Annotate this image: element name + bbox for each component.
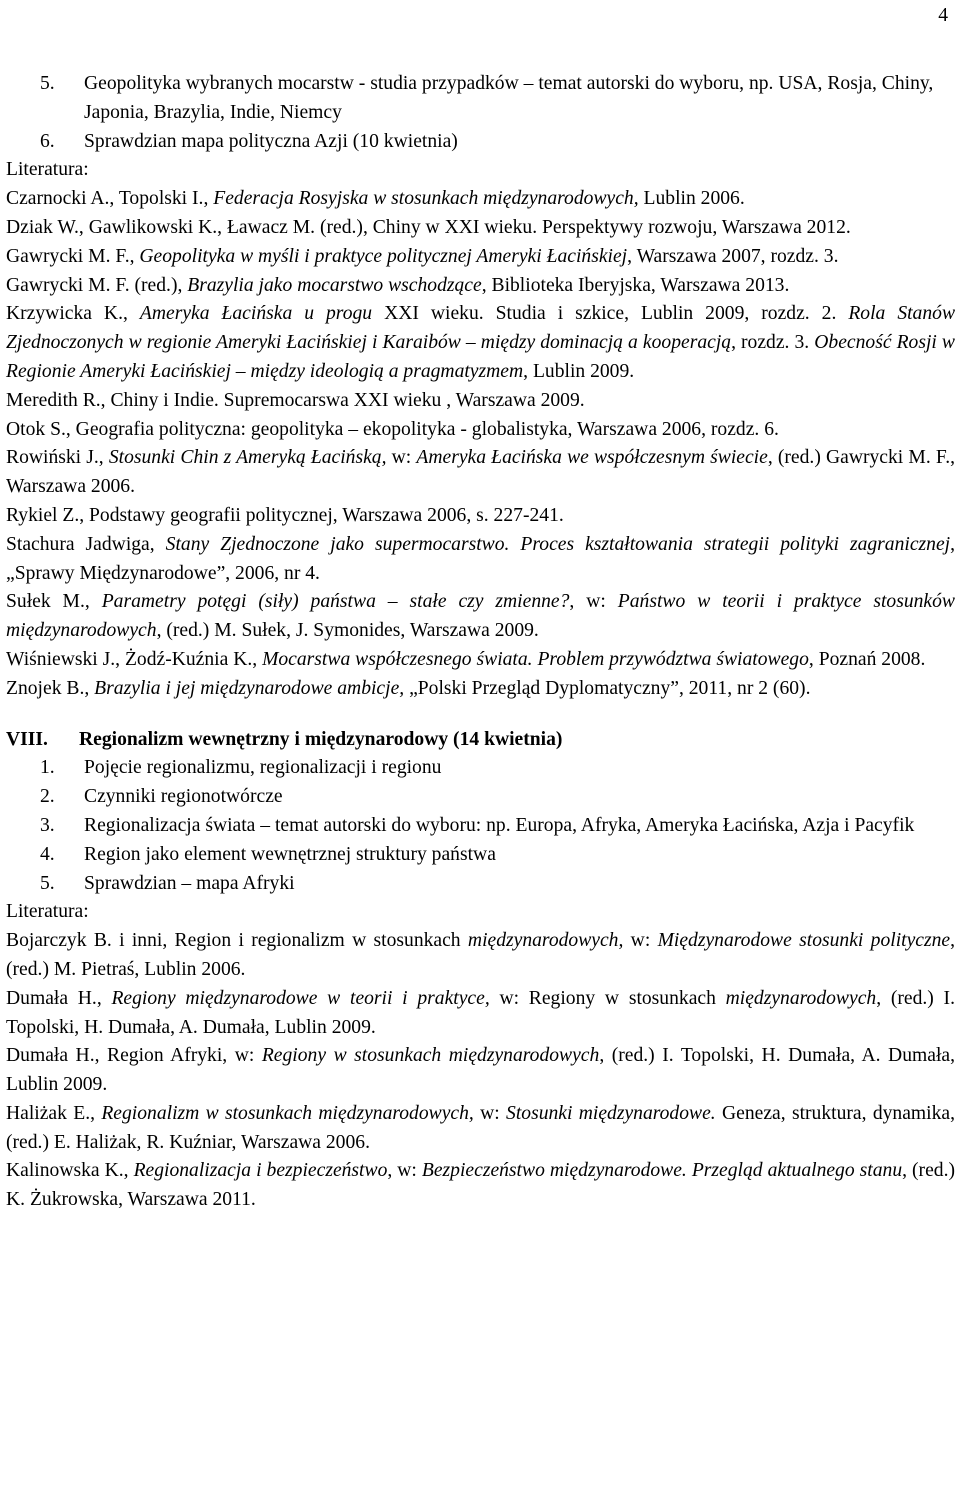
list-number: 1.: [40, 757, 55, 779]
section-roman-numeral: VIII.: [6, 728, 48, 750]
reference: Kalinowska K., Regionalizacja i bezpieczeństwo, w: Bezpieczeństwo międzynarodowe. Przegląd aktualnego stanu, (red.) K. Żukrowska, Warszawa 2011.: [6, 1160, 955, 1211]
list-item: [6, 783, 955, 812]
list-item: [6, 812, 955, 841]
list-text: Pojęcie regionalizmu, regionalizacji i regionu: [84, 757, 442, 779]
list-number: 3.: [40, 814, 55, 836]
reference: Wiśniewski J., Żodź-Kuźnia K., Mocarstwa współczesnego świata. Problem przywództwa światowego, Poznań 2008.: [6, 648, 926, 670]
list-number: 6.: [40, 130, 55, 152]
reference: Czarnocki A., Topolski I., Federacja Rosyjska w stosunkach międzynarodowych, Lublin 2006.: [6, 188, 745, 210]
list-item: [6, 70, 955, 128]
list-number: 2.: [40, 786, 55, 808]
section-8-items: [6, 754, 955, 898]
document-body: [6, 70, 955, 1215]
reference: Bojarczyk B. i inni, Region i regionalizm w stosunkach międzynarodowych, w: Międzynarodowe stosunki polityczne, (red.) M. Pietraś, Lublin 2006.: [6, 930, 956, 980]
reference: Rykiel Z., Podstawy geografii politycznej, Warszawa 2006, s. 227-241.: [6, 504, 564, 526]
list-text: Regionalizacja świata – temat autorski do wyboru: np. Europa, Afryka, Ameryka Łacińska, Azja i Pacyfik: [84, 814, 915, 836]
literature-label: Literatura:: [6, 159, 89, 181]
list-text: Geopolityka wybranych mocarstw - studia przypadków – temat autorski do wyboru, np. USA, Rosja, Chiny, Japonia, Brazylia, Indie, Niemcy: [84, 73, 934, 123]
reference: Dziak W., Gawlikowski K., Ławacz M. (red.), Chiny w XXI wieku. Perspektywy rozwoju, Warszawa 2012.: [6, 216, 851, 238]
list-text: Sprawdzian mapa polityczna Azji (10 kwietnia): [84, 130, 458, 152]
reference: Rowiński J., Stosunki Chin z Ameryką Łacińską, w: Ameryka Łacińska we współczesnym świecie, (red.) Gawrycki M. F., Warszawa 2006.: [6, 447, 955, 498]
list-number: 5.: [40, 872, 55, 894]
reference: Haliżak E., Regionalizm w stosunkach międzynarodowych, w: Stosunki międzynarodowe. Geneza, struktura, dynamika, (red.) E. Haliżak, R. Kuźniar, Warszawa 2006.: [6, 1102, 955, 1153]
list-item: [6, 128, 955, 157]
reference: Sułek M., Parametry potęgi (siły) państwa – stałe czy zmienne?, w: Państwo w teorii i praktyce stosunków międzynarodowych, (red.) M. Sułek, J. Symonides, Warszawa 2009.: [6, 591, 955, 642]
section-title: Regionalizm wewnętrzny i międzynarodowy (14 kwietnia): [79, 728, 563, 750]
section-heading: [6, 726, 955, 755]
reference: Dumała H., Region Afryki, w: Regiony w stosunkach międzynarodowych, (red.) I. Topolski, H. Dumała, A. Dumała, Lublin 2009.: [6, 1045, 955, 1096]
reference: Gawrycki M. F., Geopolityka w myśli i praktyce politycznej Ameryki Łacińskiej, Warszawa 2007, rozdz. 3.: [6, 245, 839, 267]
list-item: [6, 841, 955, 870]
list-text: Sprawdzian – mapa Afryki: [84, 872, 295, 894]
list-text: Region jako element wewnętrznej struktury państwa: [84, 843, 496, 865]
section-7-items: [6, 70, 955, 156]
list-number: 5.: [40, 73, 55, 94]
list-item: [6, 870, 955, 899]
reference: Krzywicka K., Ameryka Łacińska u progu XXI wieku. Studia i szkice, Lublin 2009, rozdz. 2. Rola Stanów Zjednoczonych w regionie Ameryki Łacińskiej i Karaibów – między dominacją a kooperacją, rozdz. 3. Obecność Rosji w Regionie Ameryki Łacińskiej – między ideologią a pragmatyzmem, Lublin 2009.: [6, 303, 956, 382]
list-number: 4.: [40, 843, 55, 865]
literature-label: Literatura:: [6, 901, 89, 923]
reference: Gawrycki M. F. (red.), Brazylia jako mocarstwo wschodzące, Biblioteka Iberyjska, Warszawa 2013.: [6, 274, 790, 296]
section-8-references: [6, 927, 955, 1215]
reference: Meredith R., Chiny i Indie. Supremocarswa XXI wieku , Warszawa 2009.: [6, 389, 585, 411]
reference: Otok S., Geografia polityczna: geopolityka – ekopolityka - globalistyka, Warszawa 2006, rozdz. 6.: [6, 418, 779, 440]
list-text: Czynniki regionotwórcze: [84, 786, 283, 808]
list-item: [6, 754, 955, 783]
page-number: 4: [938, 5, 948, 26]
reference: Znojek B., Brazylia i jej międzynarodowe ambicje, „Polski Przegląd Dyplomatyczny”, 2011, nr 2 (60).: [6, 677, 811, 699]
section-7-references: [6, 185, 955, 703]
reference: Stachura Jadwiga, Stany Zjednoczone jako supermocarstwo. Proces kształtowania strategii polityki zagranicznej, „Sprawy Międzynarodowe”, 2006, nr 4.: [6, 533, 956, 584]
reference: Dumała H., Regiony międzynarodowe w teorii i praktyce, w: Regiony w stosunkach międzynarodowych, (red.) I. Topolski, H. Dumała, A. Dumała, Lublin 2009.: [6, 987, 955, 1038]
